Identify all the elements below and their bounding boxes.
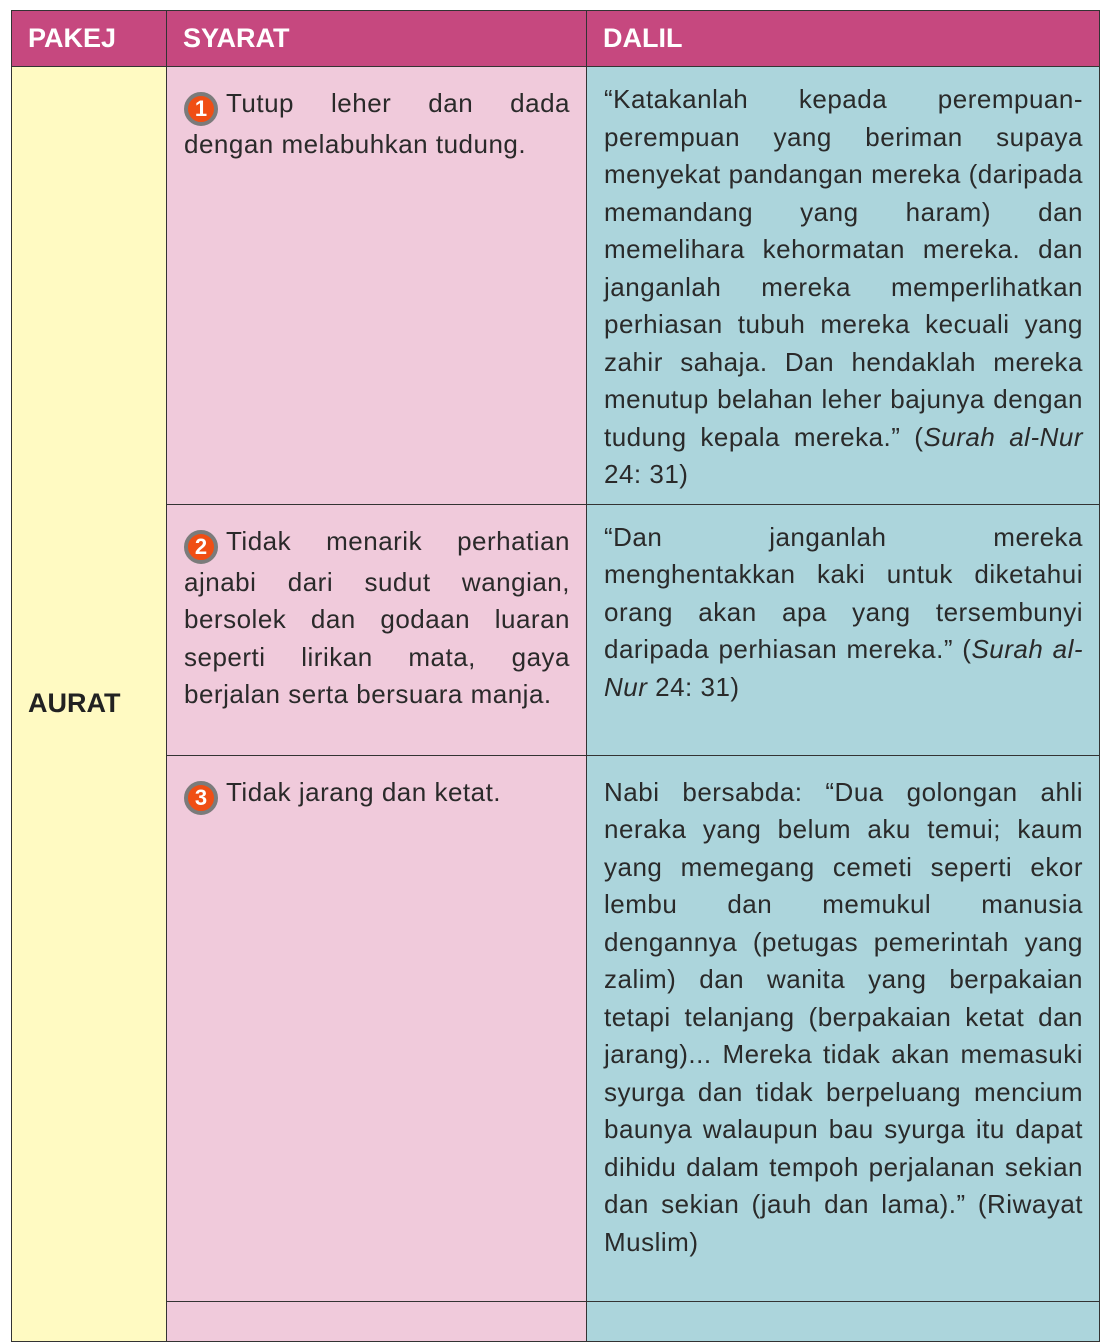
dalil-cell: [587, 67, 1100, 505]
header-pakej: PAKEJ: [12, 11, 167, 67]
syarat-text: Tidak jarang dan ketat.: [226, 776, 502, 807]
dalil-source: Surah al-Nur: [923, 421, 1083, 452]
dalil-ref: 24: 31): [604, 459, 689, 489]
dalil-ref: 24: 31): [647, 671, 740, 702]
table-row: [12, 504, 1100, 755]
syarat-cell: [167, 755, 587, 1301]
table-row: [12, 755, 1100, 1301]
table-row: [12, 1301, 1100, 1341]
table-row: [12, 67, 1100, 505]
syarat-text: Tidak menarik perhatian ajnabi dari sudut wangian, bersolek dan godaan luaran seperti lirikan mata, gaya berjalan serta bersuara manja.: [184, 525, 570, 709]
header-dalil: DALIL: [587, 11, 1100, 67]
dalil-text: Nabi bersabda: “Dua golongan ahli neraka yang belum aku temui; kaum yang memegang cemeti seperti ekor lembu dan memukul manusia dengannya (petugas pemerintah yang zalim) dan wanita yang berpakaian tetapi telanjang (berpakaian ketat dan jarang)... Mereka tidak akan memasuki syurga dan tidak berpeluang mencium baunya walaupun bau syurga itu dapat dihidu dalam tempoh perjalanan sekian dan sekian (jauh dan lama).” (Riwayat Muslim): [604, 776, 1083, 1257]
header-syarat: SYARAT: [167, 11, 587, 67]
number-badge-icon: 3: [184, 781, 218, 815]
syarat-cell: [167, 504, 587, 755]
number-badge-icon: 2: [184, 530, 218, 564]
syarat-cell: [167, 67, 587, 505]
syarat-text: Tutup leher dan dada dengan melabuhkan tudung.: [184, 88, 570, 159]
dalil-text: “Katakanlah kepada perempuan-perempuan yang beriman supaya menyekat pandangan mereka (daripada memandang yang haram) dan memelihara kehormatan mereka. dan janganlah mereka memperlihatkan perhiasan tubuh mereka kecuali yang zahir sahaja. Dan hendaklah mereka menutup belahan leher bajunya dengan tudung kepala mereka.” (: [604, 84, 1083, 452]
dalil-text: “Dan janganlah mereka menghentakkan kaki untuk diketahui orang akan apa yang tersembunyi daripada perhiasan mereka.” (: [604, 521, 1083, 664]
dalil-source: Surah al-Nur: [604, 634, 1084, 702]
aurat-table: [11, 10, 1100, 1342]
number-badge-icon: 1: [184, 92, 218, 126]
syarat-cell: [167, 1301, 587, 1341]
dalil-cell: [587, 504, 1100, 755]
pakej-cell: AURAT: [12, 67, 167, 1342]
header-row: [12, 11, 1100, 67]
dalil-cell: [587, 1301, 1100, 1341]
dalil-cell: [587, 755, 1100, 1301]
